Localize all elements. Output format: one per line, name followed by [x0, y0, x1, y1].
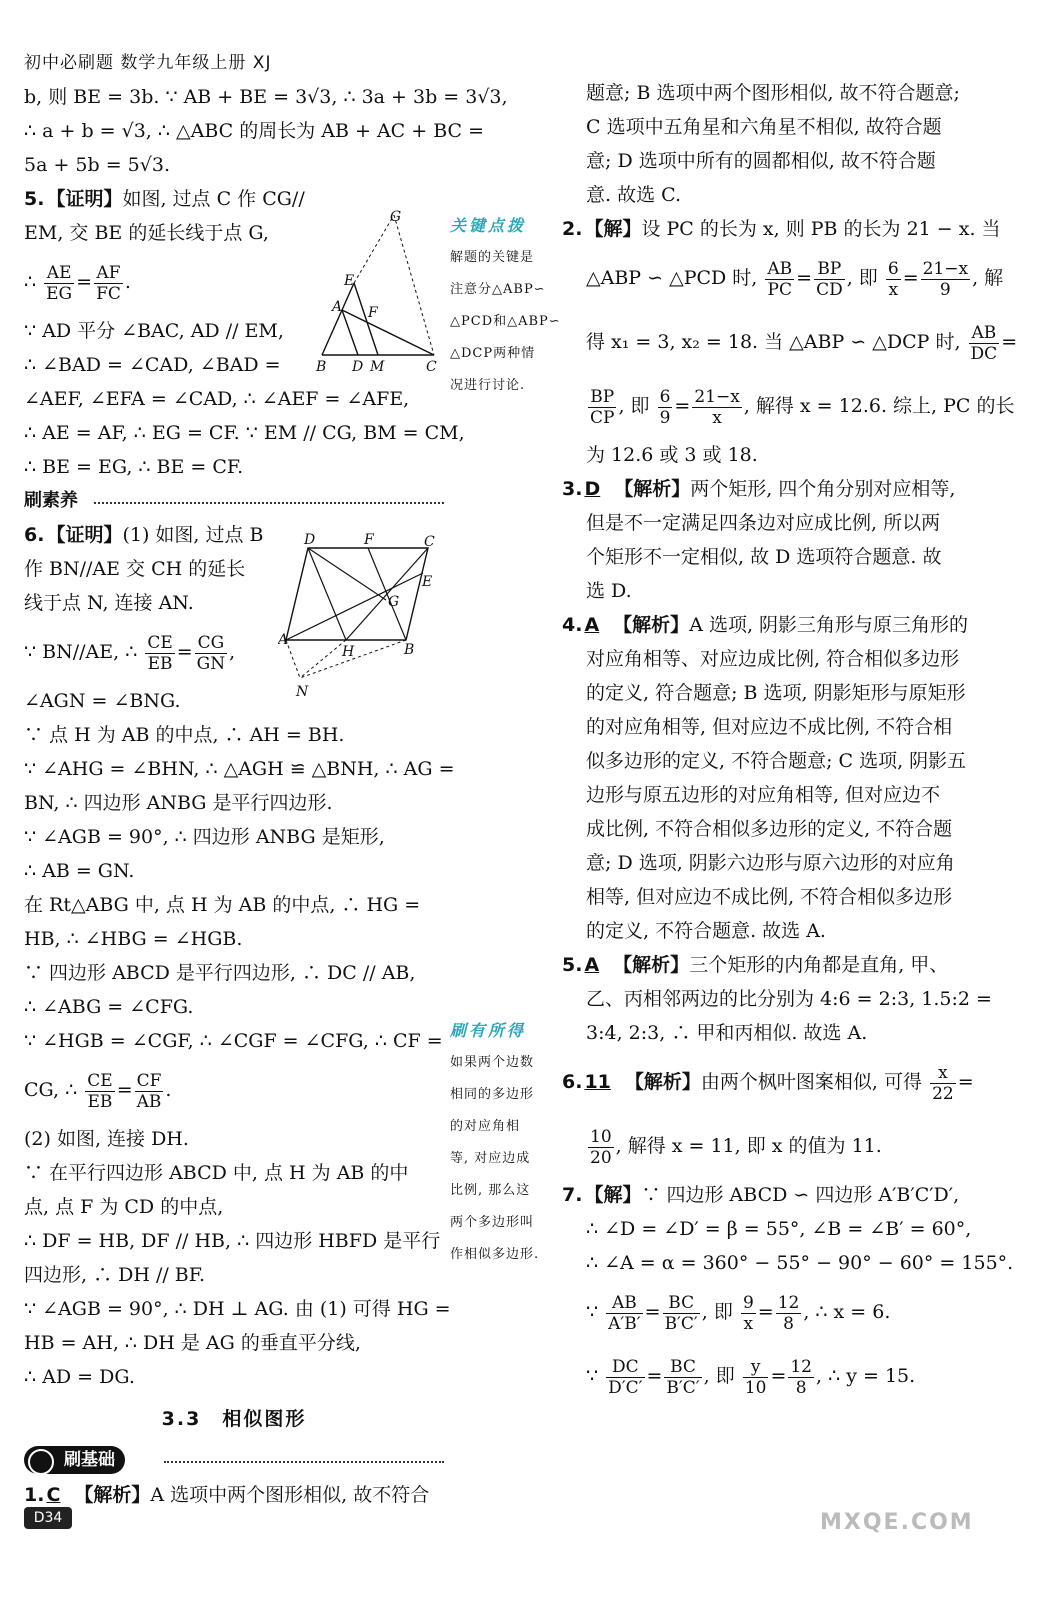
formula-line — [562, 1280, 982, 1344]
denominator: B′C′ — [666, 1377, 700, 1398]
numerator: BC — [664, 1357, 701, 1378]
denominator: 9 — [939, 279, 951, 300]
text-line: ∴ ∠D = ∠D′ = β = 55°, ∠B = ∠B′ = 60°, — [586, 1218, 972, 1240]
question-number: 2. — [562, 218, 583, 240]
text-line: 线于点 N, 连接 AN. — [24, 592, 194, 614]
text-span: , 即 — [701, 1301, 733, 1323]
text-line: C 选项中五角星和六角星不相似, 故符合题 — [586, 116, 942, 138]
dotted-rule — [94, 502, 444, 504]
text-line: ∴ a + b = √3, ∴ △ABC 的周长为 AB + AC + BC = — [24, 120, 485, 142]
numerator: x — [930, 1063, 956, 1084]
denominator: D′C′ — [608, 1377, 643, 1398]
dotted-rule — [164, 1461, 444, 1463]
text-span: ∵ BN//AE, ∴ — [24, 641, 138, 663]
text-line: 为 12.6 或 3 或 18. — [586, 444, 758, 466]
answer: D — [584, 478, 601, 500]
note-line: 作相似多边形. — [450, 1247, 540, 1262]
text-span: , ∴ y = 15. — [816, 1365, 916, 1387]
note-line: △DCP两种情 — [450, 346, 536, 361]
denominator: 8 — [783, 1313, 794, 1334]
point-label: N — [296, 684, 309, 700]
text-span: 如图, 过点 C 作 CG// — [122, 188, 305, 210]
text-span: △ABP ∽ △PCD 时, — [586, 267, 758, 289]
question-3 — [562, 472, 982, 608]
denominator: B′C′ — [664, 1313, 698, 1334]
numerator: CE — [87, 1070, 113, 1091]
denominator: PC — [767, 279, 792, 300]
numerator: CF — [136, 1070, 162, 1091]
numerator: 6 — [659, 386, 671, 407]
analysis-tag: 【解析】 — [613, 954, 690, 976]
denominator: A′B′ — [608, 1313, 641, 1334]
denominator: 9 — [659, 407, 671, 428]
fraction — [921, 259, 970, 300]
text-line: 意; D 选项中所有的圆都相似, 故不符合题 — [586, 150, 936, 172]
point-label: G — [388, 594, 400, 610]
answer: C — [46, 1484, 61, 1506]
question-number: 4. — [562, 614, 583, 636]
note-line: 的对应角相 — [450, 1119, 521, 1134]
text-span: , 即 — [846, 267, 878, 289]
note-line: 注意分△ABP∽ — [450, 282, 546, 297]
note-line: 两个多边形叫 — [450, 1215, 535, 1230]
section-label: 刷基础 — [64, 1450, 115, 1470]
therefore-symbol: ∴ — [24, 271, 37, 293]
analysis-tag: 【解析】 — [74, 1484, 151, 1506]
question-5 — [562, 948, 992, 1050]
text-line: 边形与原五边形的对应角相等, 但对应边不 — [586, 784, 941, 806]
numerator: BP — [588, 387, 616, 408]
point-label: C — [424, 534, 435, 550]
point-label: E — [344, 273, 355, 289]
text-span: , 解得 x = 11, 即 x 的值为 11. — [615, 1135, 882, 1157]
text-line: 似多边形的定义, 不符合题意; C 选项, 阴影五 — [586, 750, 967, 772]
pencil-icon — [28, 1449, 54, 1475]
text-span: , 即 — [618, 395, 650, 417]
section-bar-shusu — [24, 484, 444, 518]
analysis-tag: 【解析】 — [613, 614, 690, 636]
equals: = — [176, 641, 193, 663]
text-line: 但是不一定满足四条边对应成比例, 所以两 — [586, 512, 941, 534]
equals: = — [757, 1301, 774, 1323]
numerator: y — [743, 1357, 769, 1378]
question-number: 6. — [24, 524, 45, 546]
fraction — [606, 1357, 644, 1398]
fraction — [44, 263, 74, 304]
text-line: ∴ AE = AF, ∴ EG = CF. ∵ EM // CG, BM = CM, — [24, 422, 465, 444]
fraction — [692, 387, 741, 428]
text-line: ∵ 四边形 ABCD 是平行四边形, ∴ DC // AB, — [24, 962, 416, 984]
question-4 — [562, 608, 982, 948]
fraction — [658, 387, 673, 428]
note-line: 解题的关键是 — [450, 250, 535, 265]
equals: = — [644, 1301, 661, 1323]
point-label: M — [370, 359, 385, 375]
fraction — [930, 1063, 956, 1104]
text-span: , 解得 x = 12.6. 综上, PC 的长 — [743, 395, 1015, 417]
section-bar-shuji — [24, 1444, 444, 1478]
text-span: A 选项中两个图形相似, 故不符合 — [150, 1484, 430, 1506]
numerator: 21−x — [922, 258, 969, 279]
question-2 — [562, 212, 1018, 472]
point-label: E — [422, 574, 433, 590]
numerator: 9 — [742, 1292, 754, 1313]
fraction — [741, 1293, 756, 1334]
text-line: 乙、丙相邻两边的比分别为 4:6 = 2:3, 1.5:2 = — [586, 988, 992, 1010]
fraction — [85, 1071, 114, 1112]
text-line: 四边形, ∴ DH // BF. — [24, 1264, 206, 1286]
point-label: F — [364, 532, 374, 548]
analysis-tag: 【解析】 — [614, 478, 691, 500]
numerator: AB — [969, 323, 1000, 344]
text-line: HB, ∴ ∠HBG = ∠HGB. — [24, 928, 243, 950]
text-line: BN, ∴ 四边形 ANBG 是平行四边形. — [24, 792, 333, 814]
denominator: 10 — [744, 1377, 767, 1398]
question-number: 5. — [24, 188, 45, 210]
numerator: 10 — [590, 1126, 612, 1147]
text-span: 得 x₁ = 3, x₂ = 18. 当 △ABP ∽ △DCP 时, — [586, 331, 961, 353]
denominator: 22 — [932, 1083, 954, 1104]
text-line: ∵ 在平行四边形 ABCD 中, 点 H 为 AB 的中 — [24, 1162, 409, 1184]
fraction — [969, 323, 1000, 364]
text-span: , 解 — [972, 267, 1004, 289]
text-line: (2) 如图, 连接 DH. — [24, 1128, 189, 1150]
text-line: EM, 交 BE 的延长线于点 G, — [24, 222, 269, 244]
text-line: ∴ BE = EG, ∴ BE = CF. — [24, 456, 244, 478]
text-span: 设 PC 的长为 x, 则 PB 的长为 21 − x. 当 — [641, 218, 1001, 240]
answer: 11 — [584, 1071, 611, 1093]
note-line: 相同的多边形 — [450, 1087, 535, 1102]
numerator: DC — [606, 1357, 644, 1378]
fraction — [145, 633, 174, 674]
text-line: ∵ ∠AGB = 90°, ∴ DH ⊥ AG. 由 (1) 可得 HG = — [24, 1298, 451, 1320]
equals: = — [76, 271, 93, 293]
fraction — [588, 387, 616, 428]
q6-figure — [278, 528, 443, 703]
denominator: FC — [96, 283, 121, 304]
equals: = — [646, 1365, 663, 1387]
text-line: HB = AH, ∴ DH 是 AG 的垂直平分线, — [24, 1332, 361, 1354]
analysis-tag: 【解析】 — [624, 1071, 701, 1093]
text-line: b, 则 BE = 3b. ∵ AB + BE = 3√3, ∴ 3a + 3b = 3√3, — [24, 86, 508, 108]
answer: A — [584, 614, 600, 636]
numerator: CG — [195, 633, 227, 654]
text-line: ∵ 点 H 为 AB 的中点, ∴ AH = BH. — [24, 724, 345, 746]
denominator: x — [743, 1313, 754, 1334]
fraction — [195, 633, 227, 674]
solution-tag: 【解】 — [584, 1184, 642, 1206]
fraction — [663, 1293, 700, 1334]
answer: A — [584, 954, 600, 976]
text-line: 题意; B 选项中两个图形相似, 故不符合题意; — [586, 82, 960, 104]
text-span: 由两个枫叶图案相似, 可得 — [700, 1071, 923, 1093]
point-label: D — [304, 532, 316, 548]
text-span: ∵ — [586, 1301, 599, 1323]
question-number: 5. — [562, 954, 583, 976]
text-line: 点, 点 F 为 CD 的中点, — [24, 1196, 224, 1218]
text-line: 选 D. — [586, 580, 632, 602]
numerator: CE — [147, 632, 173, 653]
text-line: 对应角相等、对应边成比例, 符合相似多边形 — [586, 648, 960, 670]
denominator: 20 — [590, 1147, 612, 1168]
numerator: 21−x — [694, 386, 740, 407]
numerator: BC — [663, 1293, 700, 1314]
point-label: G — [390, 209, 402, 225]
text-line: 的定义, 符合题意; B 选项, 阴影矩形与原矩形 — [586, 682, 966, 704]
question-1 — [24, 1478, 444, 1512]
text-line: 作 BN//AE 交 CH 的延长 — [24, 558, 246, 580]
numerator: BP — [814, 259, 845, 280]
fraction — [886, 259, 901, 300]
text-line: 的对应角相等, 但对应边不成比例, 不符合相 — [586, 716, 953, 738]
text-span: , ∴ x = 6. — [803, 1301, 891, 1323]
point-label: B — [404, 642, 415, 658]
formula-line — [562, 1114, 982, 1178]
point-label: A — [278, 632, 289, 648]
note-line: △PCD和△ABP∽ — [450, 314, 561, 329]
fraction — [776, 1293, 802, 1334]
fraction — [94, 263, 123, 304]
denominator: GN — [196, 653, 226, 674]
text-span: ∵ 四边形 ABCD ∽ 四边形 A′B′C′D′, — [641, 1184, 960, 1206]
section-label: 刷素养 — [24, 490, 78, 511]
equals: = — [902, 267, 919, 289]
formula-line — [562, 310, 1018, 374]
question-7 — [562, 1178, 1014, 1408]
equals: = — [116, 1079, 133, 1101]
note-line: 如果两个边数 — [450, 1055, 535, 1070]
denominator: x — [888, 279, 899, 300]
text-line: ∴ DF = HB, DF // HB, ∴ 四边形 HBFD 是平行 — [24, 1230, 441, 1252]
question-6 — [562, 1050, 982, 1178]
text-line: ∵ ∠AGB = 90°, ∴ 四边形 ANBG 是矩形, — [24, 826, 385, 848]
text-line: 的定义, 不符合题意. 故选 A. — [586, 920, 826, 942]
note-line: 比例, 那么这 — [450, 1183, 531, 1198]
text-line: 在 Rt△ABG 中, 点 H 为 AB 的中点, ∴ HG = — [24, 894, 421, 916]
numerator: 6 — [887, 258, 899, 279]
text-span: , — [229, 641, 236, 663]
equals: = — [796, 267, 813, 289]
text-line: ∴ AD = DG. — [24, 1366, 135, 1388]
text-line: ∠AEF, ∠EFA = ∠CAD, ∴ ∠AEF = ∠AFE, — [24, 388, 410, 410]
text-line: ∠AGN = ∠BNG. — [24, 690, 181, 712]
text-span: 两个矩形, 四个角分别对应相等, — [690, 478, 956, 500]
text-line: 3:4, 2:3, ∴ 甲和丙相似. 故选 A. — [586, 1022, 868, 1044]
denominator: CP — [590, 407, 615, 428]
denominator: x — [712, 407, 722, 428]
question-number: 7. — [562, 1184, 583, 1206]
question-number: 1. — [24, 1484, 45, 1506]
watermark-logo: MXQE.COM — [820, 1510, 974, 1535]
formula-line — [562, 1344, 982, 1408]
question-number: 6. — [562, 1071, 583, 1093]
text-line: 个矩形不一定相似, 故 D 选项符合题意. 故 — [586, 546, 942, 568]
text-span: ∵ — [586, 1365, 599, 1387]
text-line: ∴ ∠ABG = ∠CFG. — [24, 996, 194, 1018]
key-tip-note — [450, 210, 562, 402]
point-label: H — [342, 644, 355, 660]
text-span: A 选项, 阴影三角形与原三角形的 — [689, 614, 969, 636]
numerator: AF — [94, 263, 123, 284]
text-line: 相等, 但对应边不成比例, 不符合相似多边形 — [586, 886, 953, 908]
formula-line — [562, 246, 1004, 310]
text-line: ∴ ∠BAD = ∠CAD, ∠BAD = — [24, 354, 281, 376]
fraction — [765, 259, 794, 300]
text-line: ∴ ∠A = α = 360° − 55° − 90° − 60° = 155°. — [586, 1252, 1014, 1274]
fraction — [664, 1357, 701, 1398]
fraction — [788, 1357, 814, 1398]
denominator: DC — [970, 343, 998, 364]
equals: = — [1001, 331, 1018, 353]
right-column — [562, 76, 1018, 1408]
proof-tag: 【证明】 — [46, 188, 123, 210]
page-number: D34 — [24, 1507, 72, 1529]
text-span: 三个矩形的内角都是直角, 甲、 — [689, 954, 949, 976]
section-title: 3.3 相似图形 — [161, 1408, 307, 1430]
equals: = — [770, 1365, 787, 1387]
takeaway-note — [450, 1015, 562, 1271]
text-line: ∵ AD 平分 ∠BAC, AD // EM, — [24, 320, 284, 342]
denominator: CD — [816, 279, 843, 300]
denominator: EB — [147, 653, 173, 674]
question-number: 3. — [562, 478, 583, 500]
fraction — [606, 1293, 643, 1334]
text-line: 5a + 5b = 5√3. — [24, 154, 170, 176]
numerator: 12 — [777, 1292, 800, 1313]
denominator: EG — [46, 283, 73, 304]
text-span: . — [165, 1079, 172, 1101]
solution-tag: 【解】 — [584, 218, 642, 240]
numerator: 12 — [790, 1356, 812, 1377]
text-line: 成比例, 不符合相似多边形的定义, 不符合题 — [586, 818, 953, 840]
text-span: , 即 — [703, 1365, 735, 1387]
section-badge — [24, 1446, 125, 1474]
numerator: AB — [606, 1293, 643, 1314]
formula-line — [24, 1058, 444, 1122]
note-line: 况进行讨论. — [450, 378, 526, 393]
fraction — [135, 1071, 164, 1112]
period: . — [124, 271, 131, 293]
denominator: AB — [136, 1091, 162, 1112]
note-heading: 关键点拨 — [450, 216, 527, 235]
text-line: 意. 故选 C. — [586, 184, 682, 206]
formula-line — [562, 374, 1015, 438]
denominator: 8 — [795, 1377, 807, 1398]
text-span: (1) 如图, 过点 B — [122, 524, 264, 546]
fraction — [814, 259, 845, 300]
fraction — [743, 1357, 769, 1398]
equals: = — [957, 1071, 974, 1093]
note-line: 等, 对应边成 — [450, 1151, 531, 1166]
point-label: A — [332, 299, 343, 315]
point-label: B — [316, 359, 327, 375]
numerator: AB — [767, 258, 793, 279]
fraction — [588, 1127, 614, 1168]
point-label: D — [352, 359, 364, 375]
q5-figure — [310, 205, 445, 375]
text-line: ∵ ∠AHG = ∠BHN, ∴ △AGH ≌ △BNH, ∴ AG = — [24, 758, 455, 780]
text-line: ∵ ∠HGB = ∠CGF, ∴ ∠CGF = ∠CFG, ∴ CF = — [24, 1030, 443, 1052]
text-line: ∴ AB = GN. — [24, 860, 135, 882]
proof-tag: 【证明】 — [46, 524, 123, 546]
point-label: C — [426, 359, 437, 375]
text-span: CG, ∴ — [24, 1079, 78, 1101]
denominator: EB — [87, 1091, 113, 1112]
point-label: F — [368, 305, 378, 321]
equals: = — [674, 395, 691, 417]
running-header: 初中必刷题 数学九年级上册 XJ — [24, 53, 272, 73]
text-line: 意; D 选项, 阴影六边形与原六边形的对应角 — [586, 852, 955, 874]
numerator: AE — [44, 263, 74, 284]
note-heading: 刷有所得 — [450, 1021, 527, 1040]
